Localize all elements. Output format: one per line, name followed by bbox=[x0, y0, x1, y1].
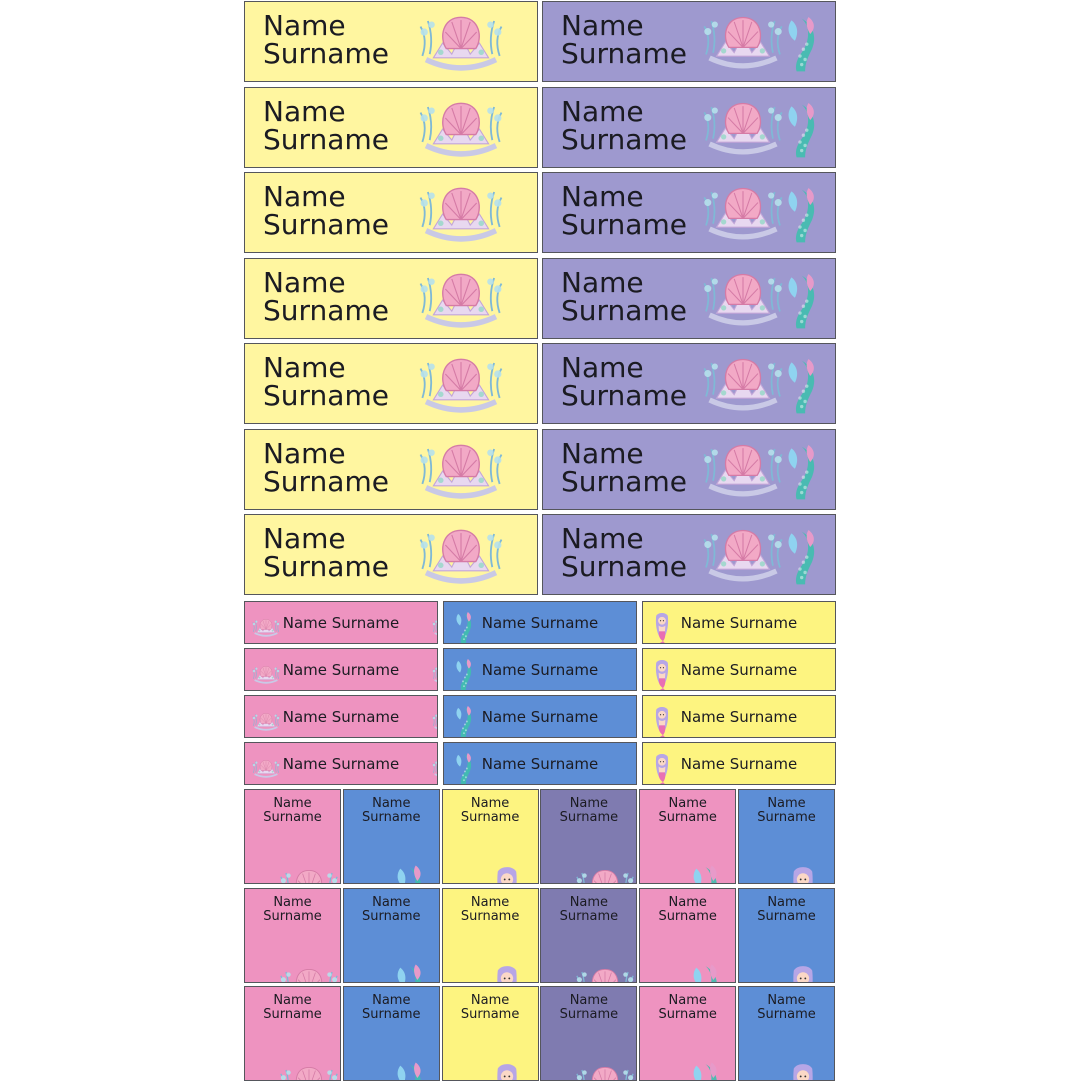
name-text: Name bbox=[263, 436, 346, 470]
surname-text: Surname bbox=[362, 810, 421, 825]
name-text: Name bbox=[561, 9, 644, 42]
surname-text: Surname bbox=[460, 1007, 520, 1022]
surname-text: Surname bbox=[559, 810, 619, 825]
square-name-label bbox=[540, 789, 637, 884]
label-text bbox=[640, 994, 735, 1022]
large-name-label bbox=[244, 172, 538, 253]
surname-text: Surname bbox=[561, 464, 687, 498]
label-text bbox=[561, 436, 687, 498]
label-text bbox=[739, 994, 834, 1022]
surname-text: Surname bbox=[561, 37, 687, 70]
label-text bbox=[561, 351, 687, 412]
name-text: Name bbox=[372, 894, 411, 910]
large-name-label bbox=[244, 514, 538, 595]
label-text bbox=[561, 94, 687, 156]
label-text bbox=[245, 896, 340, 924]
label-text: Name Surname bbox=[481, 660, 599, 679]
surname-text: Surname bbox=[658, 908, 717, 924]
square-name-label bbox=[639, 789, 736, 884]
small-name-label bbox=[443, 601, 637, 644]
name-text: Name bbox=[470, 796, 510, 811]
large-name-label bbox=[244, 87, 538, 168]
name-text: Name bbox=[263, 351, 346, 384]
label-text bbox=[344, 797, 439, 825]
square-name-label bbox=[442, 986, 539, 1081]
surname-text: Surname bbox=[561, 293, 687, 327]
label-text: Name Surname bbox=[680, 754, 798, 773]
label-text bbox=[263, 436, 389, 498]
square-name-label bbox=[343, 888, 440, 983]
surname-text: Surname bbox=[263, 208, 389, 241]
large-name-label bbox=[542, 87, 836, 168]
square-name-label bbox=[244, 888, 341, 983]
surname-text: Surname bbox=[559, 1007, 619, 1022]
label-text bbox=[263, 265, 389, 327]
small-name-label bbox=[642, 601, 836, 644]
large-name-label bbox=[542, 172, 836, 253]
surname-text: Surname bbox=[559, 908, 619, 924]
label-text bbox=[443, 994, 538, 1022]
small-name-label bbox=[244, 648, 438, 691]
square-name-label bbox=[639, 888, 736, 983]
small-name-label bbox=[642, 742, 836, 785]
small-name-label bbox=[642, 648, 836, 691]
surname-text: Surname bbox=[362, 1007, 421, 1022]
name-text: Name bbox=[561, 436, 644, 470]
label-text bbox=[344, 896, 439, 924]
label-text bbox=[263, 180, 389, 241]
label-text: Name Surname bbox=[481, 707, 599, 726]
label-text bbox=[561, 265, 687, 327]
label-text: Name Surname bbox=[481, 613, 599, 632]
label-text bbox=[739, 896, 834, 924]
square-name-label bbox=[738, 888, 835, 983]
label-text: Name Surname bbox=[680, 707, 798, 726]
name-text: Name bbox=[569, 796, 609, 811]
large-name-label bbox=[542, 1, 836, 82]
large-name-label bbox=[244, 1, 538, 82]
surname-text: Surname bbox=[658, 1007, 717, 1022]
surname-text: Surname bbox=[757, 1007, 816, 1022]
small-name-label bbox=[443, 695, 637, 738]
name-text: Name bbox=[372, 796, 411, 811]
square-name-label bbox=[442, 789, 539, 884]
label-text bbox=[443, 896, 538, 924]
label-text bbox=[561, 9, 687, 70]
large-name-label bbox=[244, 429, 538, 510]
surname-text: Surname bbox=[263, 550, 389, 583]
label-text bbox=[263, 9, 389, 70]
name-text: Name bbox=[569, 993, 609, 1008]
small-name-label bbox=[244, 742, 438, 785]
large-name-label bbox=[244, 258, 538, 339]
label-text bbox=[541, 994, 636, 1022]
name-text: Name bbox=[668, 993, 707, 1008]
label-text bbox=[640, 896, 735, 924]
name-text: Name bbox=[273, 894, 312, 910]
surname-text: Surname bbox=[561, 379, 687, 412]
surname-text: Surname bbox=[757, 908, 816, 924]
name-text: Name bbox=[470, 993, 510, 1008]
surname-text: Surname bbox=[263, 810, 322, 825]
square-name-label bbox=[540, 986, 637, 1081]
name-text: Name bbox=[668, 796, 707, 811]
name-text: Name bbox=[561, 351, 644, 384]
large-name-label bbox=[542, 514, 836, 595]
label-text bbox=[344, 994, 439, 1022]
square-name-label bbox=[639, 986, 736, 1081]
surname-text: Surname bbox=[263, 464, 389, 498]
name-text: Name bbox=[470, 894, 510, 910]
label-text bbox=[739, 797, 834, 825]
surname-text: Surname bbox=[561, 550, 687, 583]
label-text: Name Surname bbox=[680, 613, 798, 632]
label-text bbox=[541, 896, 636, 924]
label-text bbox=[245, 797, 340, 825]
label-text: Name Surname bbox=[680, 660, 798, 679]
surname-text: Surname bbox=[263, 379, 389, 412]
label-text: Name Surname bbox=[282, 613, 400, 632]
name-text: Name bbox=[561, 94, 644, 128]
large-name-label bbox=[542, 258, 836, 339]
label-text bbox=[263, 351, 389, 412]
square-name-label bbox=[343, 789, 440, 884]
surname-text: Surname bbox=[263, 293, 389, 327]
small-name-label bbox=[642, 695, 836, 738]
surname-text: Surname bbox=[460, 908, 520, 924]
name-text: Name bbox=[561, 180, 644, 213]
small-name-label bbox=[443, 742, 637, 785]
name-text: Name bbox=[569, 894, 609, 910]
square-name-label bbox=[442, 888, 539, 983]
surname-text: Surname bbox=[263, 122, 389, 156]
square-name-label bbox=[738, 789, 835, 884]
name-text: Name bbox=[767, 894, 806, 910]
small-name-label bbox=[244, 601, 438, 644]
large-name-label bbox=[542, 429, 836, 510]
label-text: Name Surname bbox=[481, 754, 599, 773]
name-text: Name bbox=[273, 796, 312, 811]
surname-text: Surname bbox=[658, 810, 717, 825]
surname-text: Surname bbox=[561, 208, 687, 241]
name-text: Name bbox=[561, 265, 644, 299]
name-text: Name bbox=[263, 265, 346, 299]
square-name-label bbox=[244, 789, 341, 884]
label-text bbox=[245, 994, 340, 1022]
square-name-label bbox=[540, 888, 637, 983]
label-text bbox=[640, 797, 735, 825]
small-name-label bbox=[443, 648, 637, 691]
surname-text: Surname bbox=[263, 1007, 322, 1022]
name-text: Name bbox=[668, 894, 707, 910]
square-name-label bbox=[244, 986, 341, 1081]
name-text: Name bbox=[263, 9, 346, 42]
label-text: Name Surname bbox=[282, 754, 400, 773]
square-name-label bbox=[738, 986, 835, 1081]
label-text bbox=[561, 522, 687, 583]
large-name-label bbox=[244, 343, 538, 424]
label-text bbox=[561, 180, 687, 241]
surname-text: Surname bbox=[263, 908, 322, 924]
name-text: Name bbox=[561, 522, 644, 555]
label-text: Name Surname bbox=[282, 707, 400, 726]
label-text bbox=[263, 94, 389, 156]
small-name-label bbox=[244, 695, 438, 738]
name-text: Name bbox=[767, 796, 806, 811]
name-text: Name bbox=[767, 993, 806, 1008]
large-name-label bbox=[542, 343, 836, 424]
label-text bbox=[263, 522, 389, 583]
label-text bbox=[443, 797, 538, 825]
label-text bbox=[541, 797, 636, 825]
name-text: Name bbox=[263, 94, 346, 128]
square-name-label bbox=[343, 986, 440, 1081]
name-text: Name bbox=[263, 180, 346, 213]
surname-text: Surname bbox=[460, 810, 520, 825]
surname-text: Surname bbox=[263, 37, 389, 70]
surname-text: Surname bbox=[757, 810, 816, 825]
name-text: Name bbox=[372, 993, 411, 1008]
surname-text: Surname bbox=[561, 122, 687, 156]
name-text: Name bbox=[273, 993, 312, 1008]
surname-text: Surname bbox=[362, 908, 421, 924]
label-text: Name Surname bbox=[282, 660, 400, 679]
name-text: Name bbox=[263, 522, 346, 555]
